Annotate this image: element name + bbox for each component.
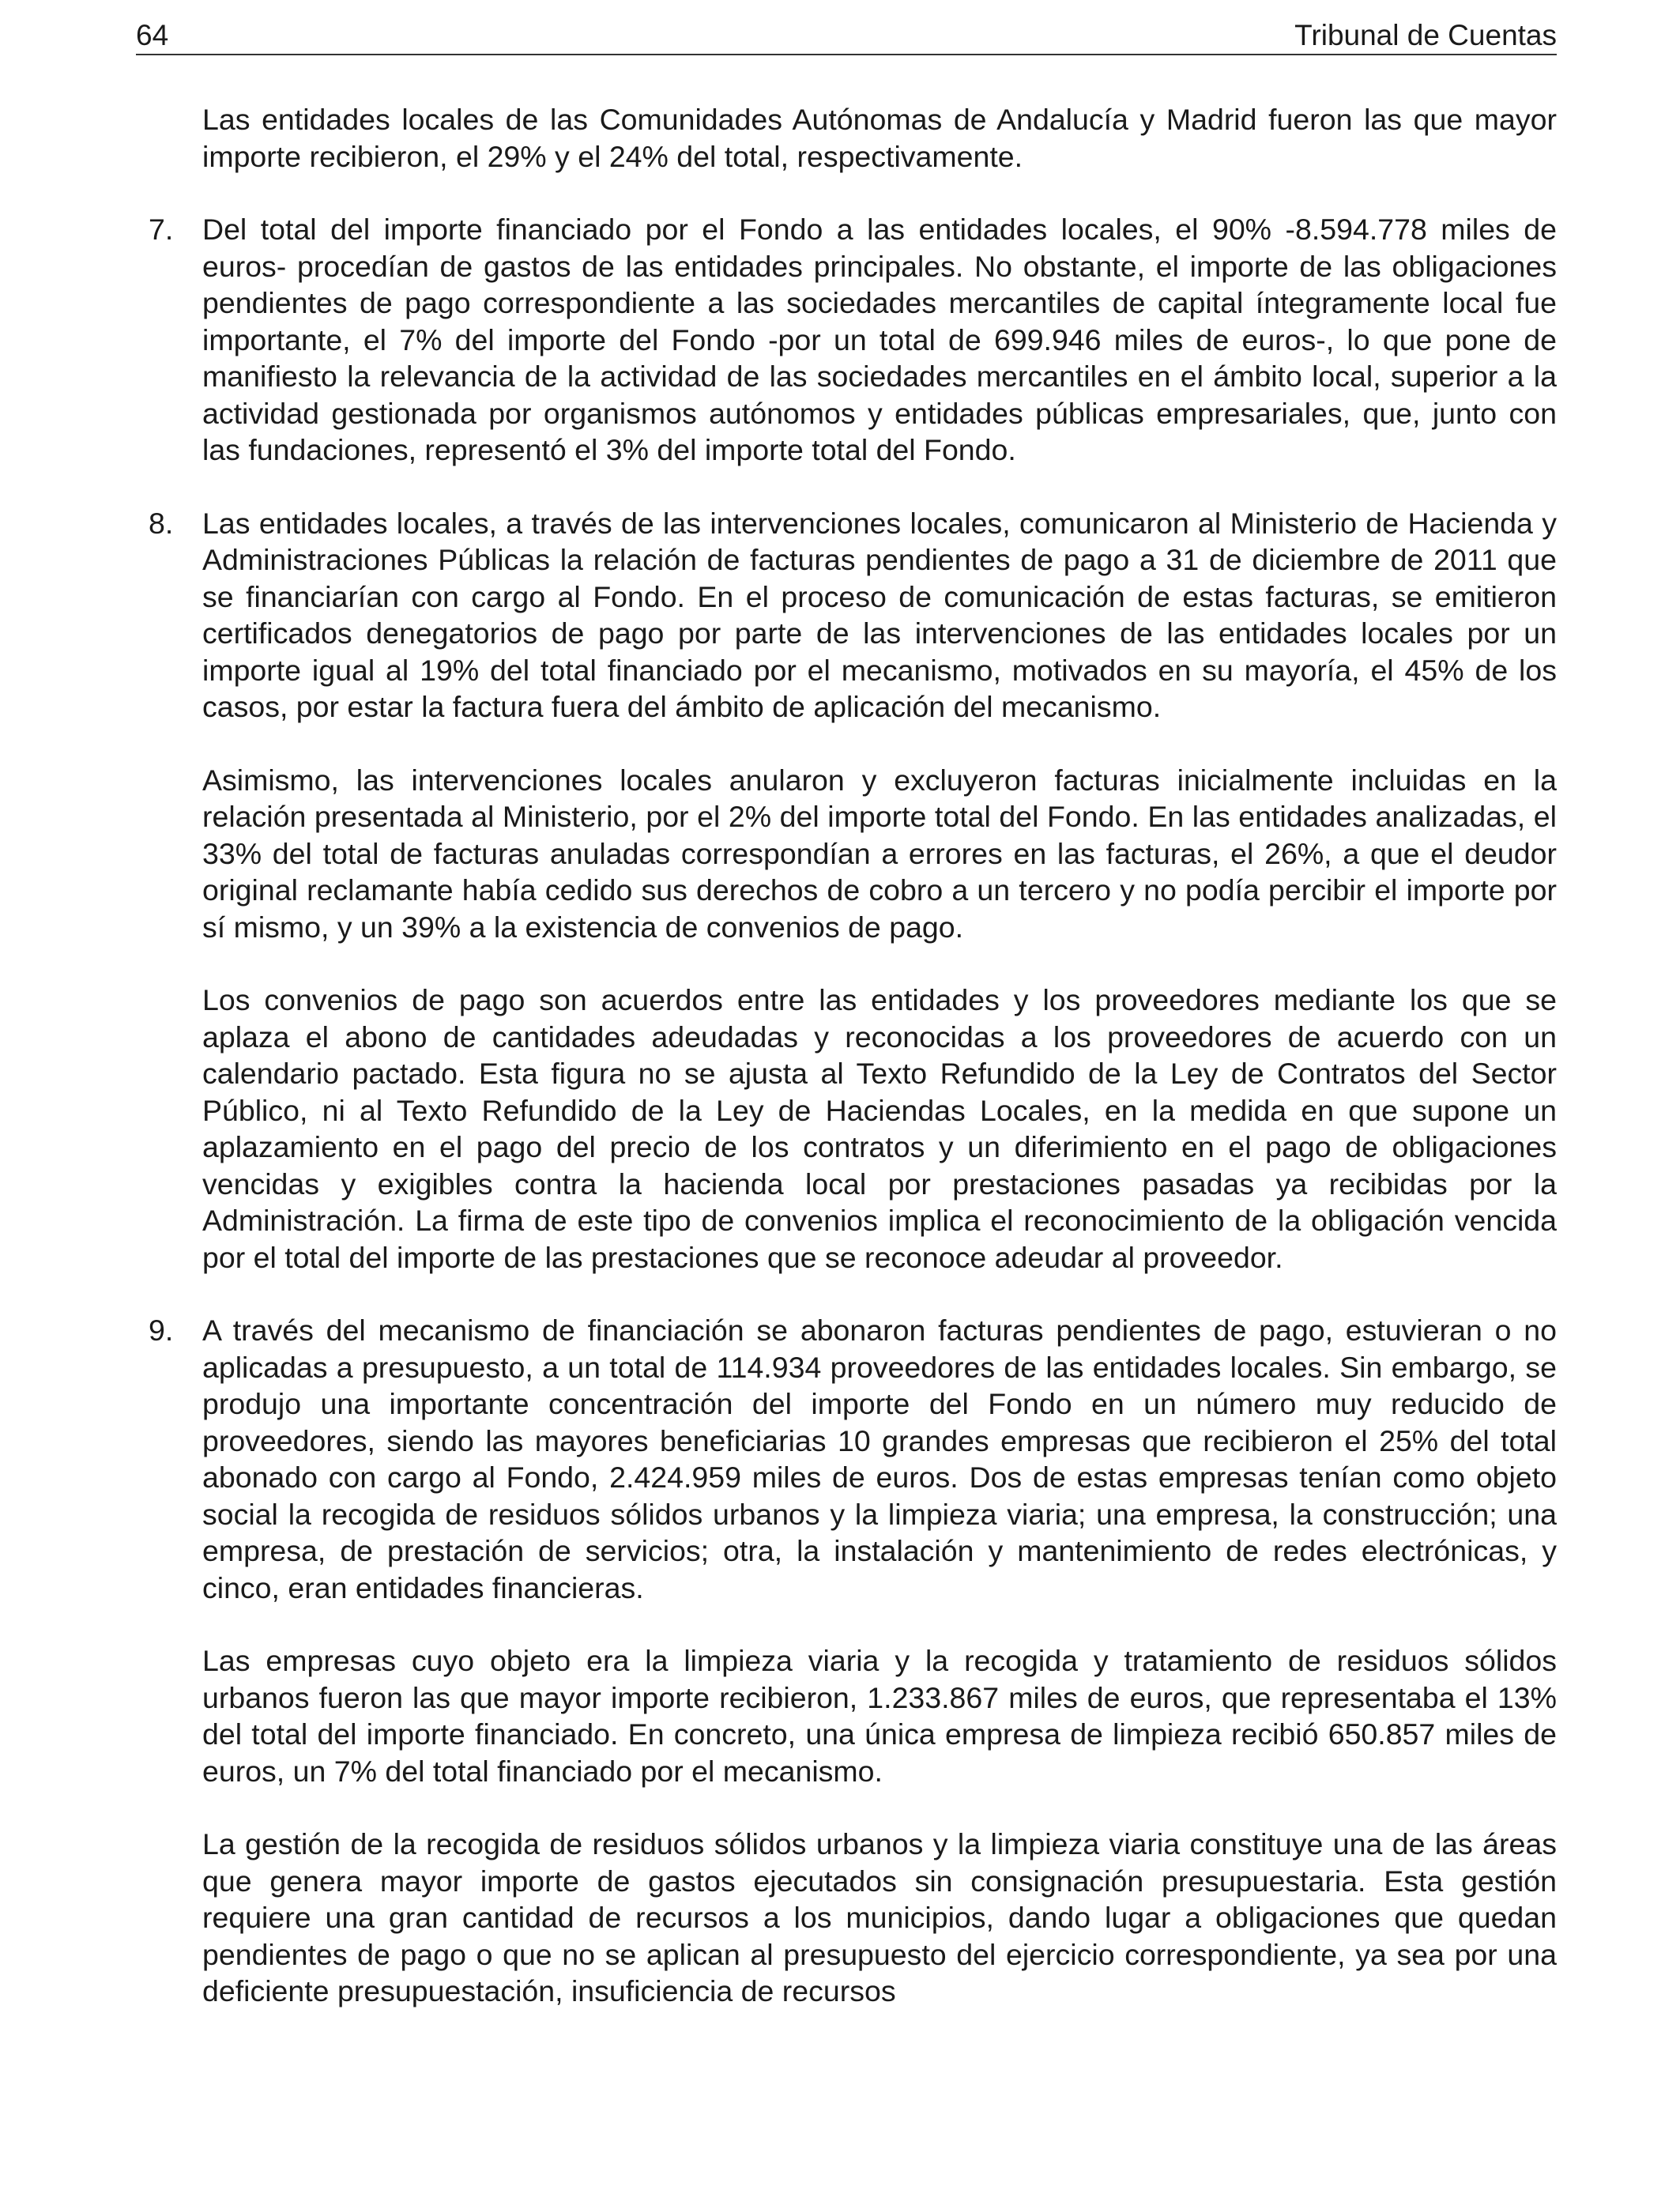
paragraph-text: Del total del importe financiado por el Fondo a las entidades locales, el 90% -8.594.778 miles de euros- procedían de gastos de las entidades principales. No obstante, el importe de las obligaciones pendientes de pago correspondiente a las sociedades mercantiles de capital íntegramente local fue importante, el 7% del importe del Fondo -por un total de 699.946 miles de euros-, lo que pone de manifiesto la relevancia de la actividad de las sociedades mercantiles en el ámbito local, superior a la actividad gestionada por organismos autónomos y entidades públicas empresariales, que, junto con las fundaciones, representó el 3% del importe total del Fondo. bbox=[202, 213, 1557, 466]
paragraph-text: Las entidades locales de las Comunidades Autónomas de Andalucía y Madrid fueron las que mayor importe recibieron, el 29% y el 24% del total, respectivamente. bbox=[202, 103, 1557, 173]
paragraph-9 bbox=[149, 1312, 1557, 1606]
paragraph-number: 9. bbox=[149, 1314, 174, 1347]
paragraph-text: La gestión de la recogida de residuos sólidos urbanos y la limpieza viaria constituye una de las áreas que genera mayor importe de gastos ejecutados sin consignación presupuestaria. Esta gestión requiere una gran cantidad de recursos a los municipios, dando lugar a obligaciones que quedan pendientes de pago o que no se aplican al presupuesto del ejercicio correspondiente, ya sea por una deficiente presupuestación, insuficiencia de recursos bbox=[202, 1827, 1557, 2007]
paragraph-8-continued-2 bbox=[149, 982, 1557, 1276]
paragraph-number: 8. bbox=[149, 506, 174, 540]
running-title: Tribunal de Cuentas bbox=[1294, 19, 1557, 51]
paragraph-text: Los convenios de pago son acuerdos entre las entidades y los proveedores mediante los que se aplaza el abono de cantidades adeudadas y reconocidas a los proveedores de acuerdo con un calendario pactado. Esta figura no se ajusta al Texto Refundido de la Ley de Contratos del Sector Público, ni al Texto Refundido de la Ley de Haciendas Locales, en la medida en que supone un aplazamiento en el pago del precio de los contratos y un diferimiento en el pago de obligaciones vencidas y exigibles contra la hacienda local por prestaciones pasadas ya recibidas por la Administración. La firma de este tipo de convenios implica el reconocimiento de la obligación vencida por el total del importe de las prestaciones que se reconoce adeudar al proveedor. bbox=[202, 983, 1557, 1274]
page-header bbox=[136, 17, 1557, 55]
document-body bbox=[149, 101, 1557, 2010]
page-number: 64 bbox=[136, 19, 169, 51]
paragraph-8 bbox=[149, 505, 1557, 726]
paragraph-number: 7. bbox=[149, 213, 174, 246]
paragraph-text: Las empresas cuyo objeto era la limpieza viaria y la recogida y tratamiento de residuos sólidos urbanos fueron las que mayor importe recibieron, 1.233.867 miles de euros, que representaba el 13% del total del importe financiado. En concreto, una única empresa de limpieza recibió 650.857 miles de euros, un 7% del total financiado por el mecanismo. bbox=[202, 1644, 1557, 1788]
paragraph-intro bbox=[149, 101, 1557, 175]
paragraph-9-continued-1 bbox=[149, 1642, 1557, 1789]
paragraph-8-continued-1 bbox=[149, 762, 1557, 946]
paragraph-9-continued-2 bbox=[149, 1826, 1557, 2010]
paragraph-text: Las entidades locales, a través de las intervenciones locales, comunicaron al Ministerio de Hacienda y Administraciones Públicas la relación de facturas pendientes de pago a 31 de diciembre de 2011 que se financiarían con cargo al Fondo. En el proceso de comunicación de estas facturas, se emitieron certificados denegatorios de pago por parte de las intervenciones de las entidades locales por un importe igual al 19% del total financiado por el mecanismo, motivados en su mayoría, el 45% de los casos, por estar la factura fuera del ámbito de aplicación del mecanismo. bbox=[202, 506, 1557, 723]
paragraph-text: Asimismo, las intervenciones locales anularon y excluyeron facturas inicialmente incluidas en la relación presentada al Ministerio, por el 2% del importe total del Fondo. En las entidades analizadas, el 33% del total de facturas anuladas correspondían a errores en las facturas, el 26%, a que el deudor original reclamante había cedido sus derechos de cobro a un tercero y no podía percibir el importe por sí mismo, y un 39% a la existencia de convenios de pago. bbox=[202, 763, 1557, 944]
paragraph-7 bbox=[149, 211, 1557, 469]
paragraph-text: A través del mecanismo de financiación se abonaron facturas pendientes de pago, estuvieran o no aplicadas a presupuesto, a un total de 114.934 proveedores de las entidades locales. Sin embargo, se produjo una importante concentración del importe del Fondo en un número muy reducido de proveedores, siendo las mayores beneficiarias 10 grandes empresas que recibieron el 25% del total abonado con cargo al Fondo, 2.424.959 miles de euros. Dos de estas empresas tenían como objeto social la recogida de residuos sólidos urbanos y la limpieza viaria; una empresa, la construcción; una empresa, de prestación de servicios; otra, la instalación y mantenimiento de redes electrónicas, y cinco, eran entidades financieras. bbox=[202, 1314, 1557, 1604]
